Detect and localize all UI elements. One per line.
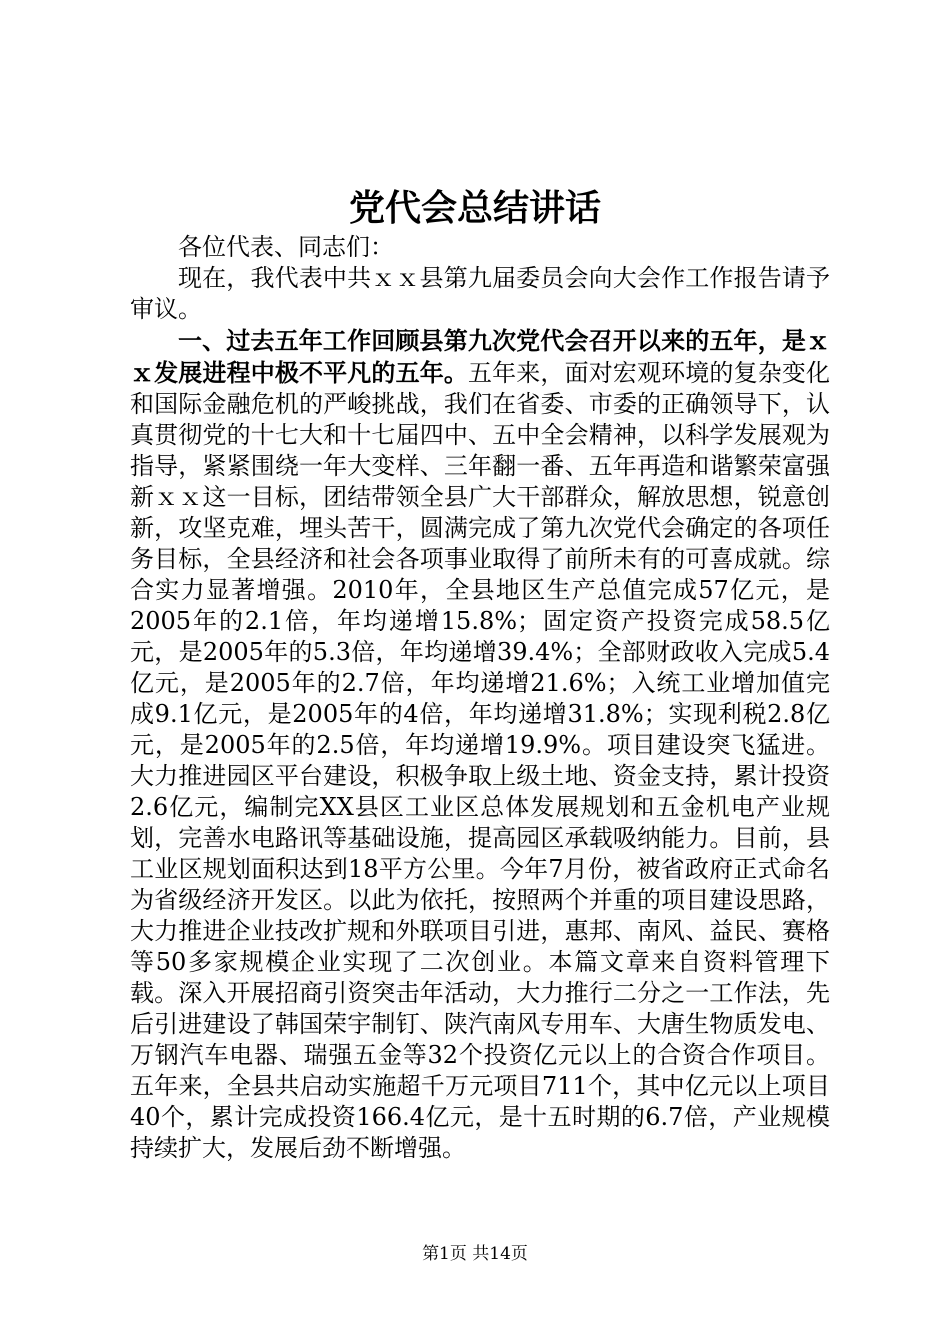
section-1-body: 五年来，面对宏观环境的复杂变化和国际金融危机的严峻挑战，我们在省委、市委的正确领导下，认真贯彻党的十七大和十七届四中、五中全会精神，以科学发展观为指导，紧紧围绕一年大变样、三年翻一番、五年再造和谐繁荣富强新ｘｘ这一目标，团结带领全县广大干部群众，解放思想，锐意创新，攻坚克难，埋头苦干，圆满完成了第九次党代会确定的各项任务目标，全县经济和社会各项事业取得了前所未有的可喜成就。综合实力显著增强。2010年，全县地区生产总值完成57亿元，是2005年的2.1倍，年均递增15.8%；固定资产投资完成58.5亿元，是2005年的5.3倍，年均递增39.4%；全部财政收入完成5.4亿元，是2005年的2.7倍，年均递增21.6%；入统工业增加值完成9.1亿元，是2005年的4倍，年均递增31.8%；实现利税2.8亿元，是2005年的2.5倍，年均递增19.9%。项目建设突飞猛进。大力推进园区平台建设，积极争取上级土地、资金支持，累计投资2.6亿元，编制完XX县区工业区总体发展规划和五金机电产业规划，完善水电路讯等基础设施，提高园区承载吸纳能力。目前，县工业区规划面积达到18平方公里。今年7月份，被省政府正式命名为省级经济开发区。以此为依托，按照两个并重的项目建设思路，大力推进企业技改扩规和外联项目引进，惠邦、南风、益民、赛格等50多家规模企业实现了二次创业。本篇文章来自资料管理下载。深入开展招商引资突击年活动，大力推行二分之一工作法，先后引进建设了韩国荣宇制钉、陕汽南风专用车、大唐生物质发电、万钢汽车电器、瑞强五金等32个投资亿元以上的合资合作项目。五年来，全县共启动实施超千万元项目711个，其中亿元以上项目40个，累计完成投资166.4亿元，是十五时期的6.7倍，产业规模持续扩大，发展后劲不断增强。 (130, 359, 830, 1162)
section-1-paragraph (130, 325, 830, 1164)
page-number-footer: 第1页 共14页 (422, 1244, 528, 1264)
salutation-paragraph: 各位代表、同志们： (178, 233, 394, 261)
section-1-heading: 一、过去五年工作回顾县第九次党代会召开以来的五年，是ｘｘ发展进程中极不平凡的五年。 (130, 326, 830, 387)
document-body (130, 232, 830, 1164)
document-title: 党代会总结讲话 (348, 187, 601, 229)
intro-paragraph: 现在，我代表中共ｘｘ县第九届委员会向大会作工作报告请予审议。 (130, 264, 830, 323)
